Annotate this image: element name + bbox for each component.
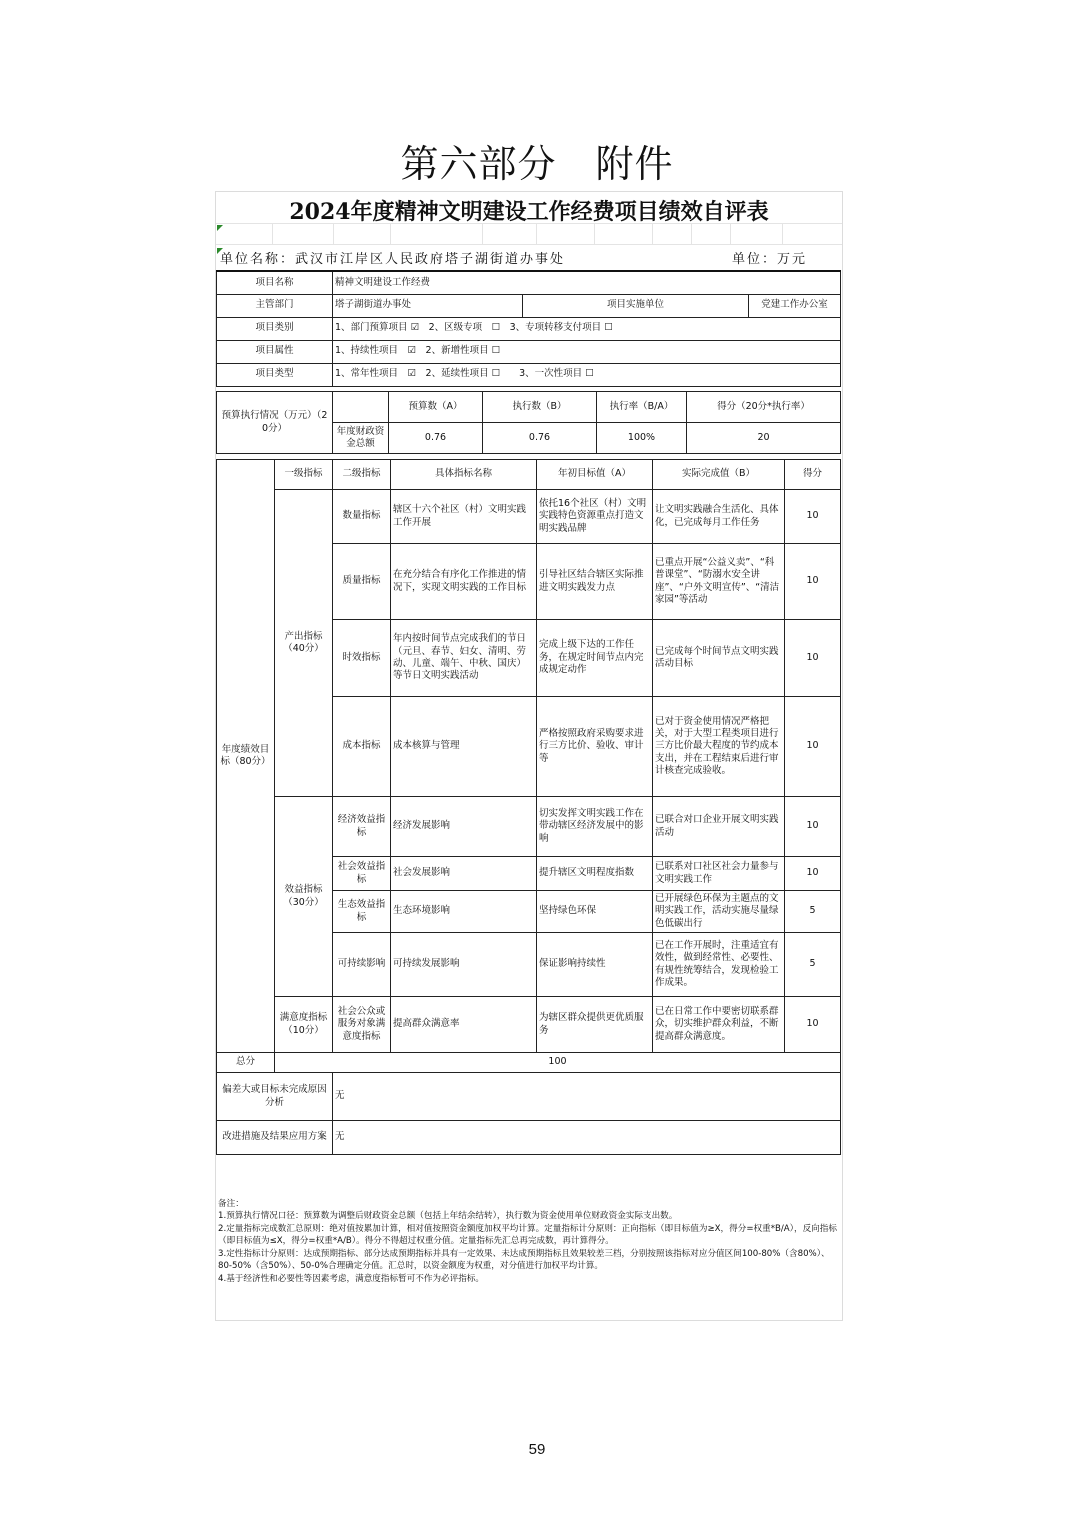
table-row-target: 为辖区群众提供更优质服务 <box>537 997 653 1053</box>
notes <box>218 1198 838 1285</box>
table-row-level2: 数量指标 <box>333 490 391 544</box>
budget-value: 0.76 <box>389 423 483 454</box>
table-row-target: 依托16个社区（村）文明实践特色资源重点打造文明实践品牌 <box>537 490 653 544</box>
deviation-value: 无 <box>333 1073 841 1121</box>
budget-row-label: 年度财政资金总额 <box>333 423 389 454</box>
table-row-target: 切实发挥文明实践工作在带动辖区经济发展中的影响 <box>537 797 653 857</box>
note-line: 3.定性指标计分原则：达成预期指标、部分达成预期指标并具有一定效果、未达成预期指标且效果较差三档，分别按照该指标对应分值区间100-80%（含80%）、80-50%（含50%）、50-0%合理确定分值。汇总时，以资金额度为权重，对分值进行加权平均计算。 <box>218 1248 830 1272</box>
table-row-target: 严格按照政府采购要求进行三方比价、验收、审计等 <box>537 697 653 797</box>
impl-label: 项目实施单位 <box>523 294 749 317</box>
table-row-actual: 已重点开展“公益义卖”、“科普课堂”、“防溺水安全讲座”、“户外文明宣传”、“清洁家园”等活动 <box>653 544 785 620</box>
budget-table <box>216 391 841 454</box>
table-row-score: 5 <box>785 933 841 997</box>
table-row-target: 完成上级下达的工作任务，在规定时间节点内完成规定动作 <box>537 620 653 697</box>
note-line: 4.基于经济性和必要性等因素考虑，满意度指标暂可不作为必评指标。 <box>218 1273 485 1284</box>
table-row-level2: 生态效益指标 <box>333 891 391 933</box>
hdr-actual: 实际完成值（B） <box>653 460 785 490</box>
table-row-actual: 已开展绿色环保为主题点的文明实践工作，活动实施尽量绿色低碳出行 <box>653 891 785 933</box>
unit-label: 单位：万元 <box>732 252 808 267</box>
total-value: 100 <box>275 1053 841 1073</box>
hdr-level2: 二级指标 <box>333 460 391 490</box>
table-row-target: 提升辖区文明程度指数 <box>537 857 653 891</box>
table-row-actual: 已完成每个时间节点文明实践活动目标 <box>653 620 785 697</box>
total-label: 总分 <box>217 1053 275 1073</box>
note-line: 1.预算执行情况口径：预算数为调整后财政资金总额（包括上年结余结转），执行数为资金使用单位财政资金实际支出数。 <box>218 1211 678 1222</box>
budget-score-value: 20 <box>687 423 841 454</box>
evaluation-sheet <box>216 192 842 1320</box>
exec-value: 0.76 <box>483 423 597 454</box>
table-row-level2: 经济效益指标 <box>333 797 391 857</box>
type-value: 1、常年性项目 ☑ 2、延续性项目 ☐ 3、一次性项目 ☐ <box>333 363 841 386</box>
cell-comment-marker <box>217 225 223 231</box>
output-label: 产出指标（40分） <box>275 490 333 797</box>
perf-label: 年度绩效目标（80分） <box>217 460 275 1053</box>
table-row-actual: 让文明实践融合生活化、具体化，已完成每月工作任务 <box>653 490 785 544</box>
table-row-level2: 成本指标 <box>333 697 391 797</box>
table-row-score: 10 <box>785 857 841 891</box>
table-row-score: 10 <box>785 697 841 797</box>
attr-label: 项目属性 <box>217 340 333 363</box>
unit-name: 单位名称：武汉市江岸区人民政府塔子湖街道办事处 <box>220 252 566 267</box>
table-row-name: 成本核算与管理 <box>391 697 537 797</box>
hdr-level1: 一级指标 <box>275 460 333 490</box>
table-row-score: 10 <box>785 490 841 544</box>
table-row-level2: 质量指标 <box>333 544 391 620</box>
category-label: 项目类别 <box>217 317 333 340</box>
dept-label: 主管部门 <box>217 294 333 317</box>
category-value: 1、部门预算项目 ☑ 2、区级专项 ☐ 3、专项转移支付项目 ☐ <box>333 317 841 340</box>
table-row-level2: 社会效益指标 <box>333 857 391 891</box>
table-row-level2: 时效指标 <box>333 620 391 697</box>
satisfaction-label: 满意度指标（10分） <box>275 997 333 1053</box>
budget-blank <box>333 392 389 423</box>
table-row-name: 可持续发展影响 <box>391 933 537 997</box>
type-label: 项目类型 <box>217 363 333 386</box>
table-row-level2: 社会公众或服务对象满意度指标 <box>333 997 391 1053</box>
table-row-actual: 已联系对口社区社会力量参与文明实践工作 <box>653 857 785 891</box>
page-number: 59 <box>528 1441 546 1458</box>
table-row-score: 10 <box>785 797 841 857</box>
part-title: 第六部分 附件 <box>400 142 674 186</box>
project-name: 精神文明建设工作经费 <box>333 271 841 294</box>
hdr-score: 得分 <box>785 460 841 490</box>
rate-value: 100% <box>597 423 687 454</box>
budget-col-b: 执行数（B） <box>483 392 597 423</box>
table-row-name: 生态环境影响 <box>391 891 537 933</box>
table-row-name: 提高群众满意率 <box>391 997 537 1053</box>
table-row-score: 10 <box>785 544 841 620</box>
improve-value: 无 <box>333 1121 841 1155</box>
basic-info-table <box>216 270 841 387</box>
table-row-name: 在充分结合有序化工作推进的情况下，实现文明实践的工作目标 <box>391 544 537 620</box>
table-row-score: 10 <box>785 620 841 697</box>
improve-label: 改进措施及结果应用方案 <box>217 1121 333 1155</box>
spreadsheet-gridlines <box>216 223 842 245</box>
table-row-name: 经济发展影响 <box>391 797 537 857</box>
table-row-actual: 已在工作开展时，注重适宜有效性，做到经常性、必要性、有规性统筹结合，发现检验工作成果。 <box>653 933 785 997</box>
table-row-target: 引导社区结合辖区实际推进文明实践发力点 <box>537 544 653 620</box>
indicator-table <box>216 459 841 1155</box>
table-row-actual: 已在日常工作中要密切联系群众，切实维护群众利益，不断提高群众满意度。 <box>653 997 785 1053</box>
table-row-score: 5 <box>785 891 841 933</box>
deviation-label: 偏差大或目标未完成原因分析 <box>217 1073 333 1121</box>
budget-label: 预算执行情况（万元）（20分） <box>217 392 333 454</box>
notes-title: 备注： <box>218 1199 244 1209</box>
impl-value: 党建工作办公室 <box>749 294 841 317</box>
project-name-label: 项目名称 <box>217 271 333 294</box>
table-row-name: 社会发展影响 <box>391 857 537 891</box>
table-row-target: 坚持绿色环保 <box>537 891 653 933</box>
table-row-name: 辖区十六个社区（村）文明实践工作开展 <box>391 490 537 544</box>
table-row-level2: 可持续影响 <box>333 933 391 997</box>
budget-col-score: 得分（20分*执行率） <box>687 392 841 423</box>
budget-col-rate: 执行率（B/A） <box>597 392 687 423</box>
attr-value: 1、持续性项目 ☑ 2、新增性项目 ☐ <box>333 340 841 363</box>
hdr-name: 具体指标名称 <box>391 460 537 490</box>
note-line: 2.定量指标完成数汇总原则：绝对值按累加计算，相对值按照资金额度加权平均计算。定量指标计分原则：正向指标（即目标值为≥X，得分=权重*B/A），反向指标（即目标值为≤X，得分=权重*A/B）。得分不得超过权重分值。定量指标先汇总再完成数，再计算得分。 <box>218 1223 837 1247</box>
table-row-actual: 已对于资金使用情况严格把关，对于大型工程类项目进行三方比价最大程度的节约成本支出，并在工程结束后进行审计核查完成验收。 <box>653 697 785 797</box>
hdr-target: 年初目标值（A） <box>537 460 653 490</box>
budget-col-a: 预算数（A） <box>389 392 483 423</box>
effect-label: 效益指标（30分） <box>275 797 333 997</box>
table-row-name: 年内按时间节点完成我们的节日（元旦、春节、妇女、清明、劳动、儿童、端午、中秋、国庆）等节日文明实践活动 <box>391 620 537 697</box>
dept-value: 塔子湖街道办事处 <box>333 294 523 317</box>
table-row-score: 10 <box>785 997 841 1053</box>
form-title: 2024年度精神文明建设工作经费项目绩效自评表 <box>289 199 769 225</box>
table-row-actual: 已联合对口企业开展文明实践活动 <box>653 797 785 857</box>
table-row-target: 保证影响持续性 <box>537 933 653 997</box>
